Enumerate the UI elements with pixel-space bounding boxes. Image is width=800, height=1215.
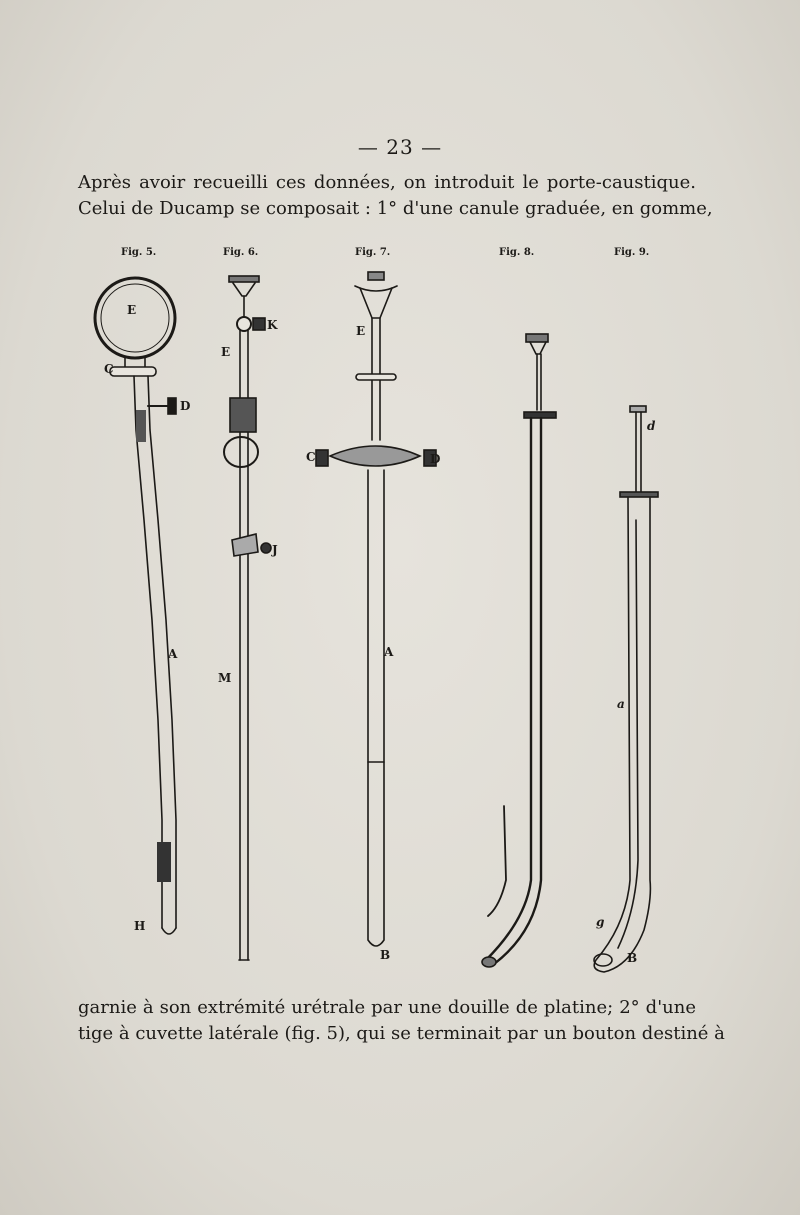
paragraph-bottom — [78, 995, 725, 1047]
figure-7-drawing — [316, 272, 436, 946]
label-letter: B — [380, 948, 391, 962]
label-letter: B — [627, 951, 638, 965]
label-letter: d — [647, 419, 656, 433]
text-line: garnie à son extrémité urétrale par une douille de platine; 2° d'une — [78, 997, 696, 1018]
figure-label-9: Fig. 9. — [614, 247, 650, 258]
label-letter: D — [430, 452, 441, 466]
label-letter: A — [384, 645, 394, 659]
figure-5-drawing — [95, 278, 176, 934]
label-letter: g — [596, 915, 605, 929]
label-letter: M — [218, 671, 232, 685]
figure-label-7: Fig. 7. — [355, 247, 391, 258]
label-letter: J — [272, 543, 278, 557]
figure-label-8: Fig. 8. — [499, 247, 535, 258]
text-line: Celui de Ducamp se composait : 1° d'une canule graduée, en gomme, — [78, 198, 713, 219]
label-letter: E — [127, 303, 137, 317]
label-letter: C — [306, 450, 316, 464]
label-letter: A — [168, 647, 178, 661]
label-letter: E — [221, 345, 231, 359]
figure-label-5: Fig. 5. — [121, 247, 157, 258]
label-letter: K — [267, 318, 278, 332]
figure-6-drawing — [224, 276, 271, 960]
label-letter: D — [180, 399, 191, 413]
label-letter: a — [617, 697, 625, 711]
label-letter: C — [104, 362, 114, 376]
figure-label-6: Fig. 6. — [223, 247, 259, 258]
label-letter: H — [134, 919, 146, 933]
text-line: tige à cuvette latérale (fig. 5), qui se terminait par un bouton destiné à — [78, 1023, 725, 1044]
figure-9-drawing — [594, 406, 658, 972]
page-number: — 23 — — [357, 135, 443, 159]
text-line: Après avoir recueilli ces données, on introduit le porte-caustique. — [78, 172, 696, 193]
label-letter: E — [356, 324, 366, 338]
figure-8-drawing — [482, 334, 556, 967]
